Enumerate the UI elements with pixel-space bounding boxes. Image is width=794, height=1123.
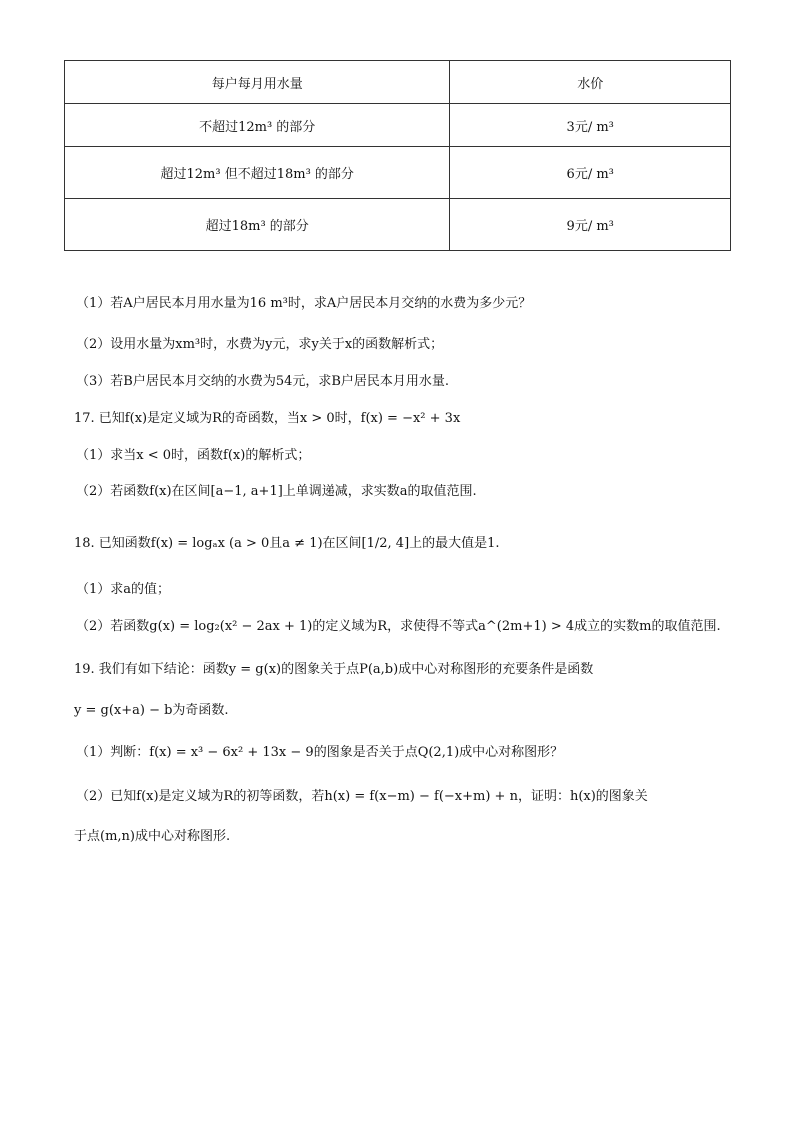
question-16-part-2: （2）设用水量为xm³时，水费为y元，求y关于x的函数解析式； <box>76 337 444 352</box>
price-cell: 3元/ m³ <box>450 104 731 147</box>
question-16-part-1: （1）若A户居民本月用水量为16 m³时，求A户居民本月交纳的水费为多少元？ <box>76 296 532 311</box>
water-price-table <box>64 60 731 251</box>
question-17-part-2: （2）若函数f(x)在区间[a−1, a+1]上单调递减，求实数a的取值范围. <box>76 484 477 499</box>
question-19-stem: 19. 我们有如下结论：函数y = g(x)的图象关于点P(a,b)成中心对称图形的充要条件是函数 <box>74 662 594 677</box>
table-row <box>65 147 731 199</box>
table-row <box>65 199 731 251</box>
question-19-stem-cont: y = g(x+a) − b为奇函数. <box>74 703 229 718</box>
question-17-stem: 17. 已知f(x)是定义域为R的奇函数，当x > 0时，f(x) = −x² + 3x <box>74 411 461 426</box>
question-18-stem: 18. 已知函数f(x) = logₐx (a > 0且a ≠ 1)在区间[1/2, 4]上的最大值是1. <box>74 536 500 551</box>
question-19-part-2-cont: 于点(m,n)成中心对称图形. <box>74 829 231 844</box>
header-usage: 每户每月用水量 <box>65 61 450 104</box>
table-header-row <box>65 61 731 104</box>
question-16-part-3: （3）若B户居民本月交纳的水费为54元，求B户居民本月用水量. <box>76 374 450 389</box>
question-18-part-1: （1）求a的值； <box>76 582 171 597</box>
usage-cell: 超过12m³ 但不超过18m³ 的部分 <box>65 147 450 199</box>
usage-cell: 超过18m³ 的部分 <box>65 199 450 251</box>
price-cell: 6元/ m³ <box>450 147 731 199</box>
table-row <box>65 104 731 147</box>
price-cell: 9元/ m³ <box>450 199 731 251</box>
question-18-part-2: （2）若函数g(x) = log₂(x² − 2ax + 1)的定义域为R，求使得不等式a^(2m+1) > 4成立的实数m的取值范围. <box>76 619 721 634</box>
question-19-part-1: （1）判断：f(x) = x³ − 6x² + 13x − 9的图象是否关于点Q(2,1)成中心对称图形？ <box>76 745 564 760</box>
header-price: 水价 <box>450 61 731 104</box>
question-17-part-1: （1）求当x < 0时，函数f(x)的解析式； <box>76 448 311 463</box>
question-19-part-2: （2）已知f(x)是定义域为R的初等函数，若h(x) = f(x−m) − f(−x+m) + n，证明：h(x)的图象关 <box>76 789 648 804</box>
usage-cell: 不超过12m³ 的部分 <box>65 104 450 147</box>
